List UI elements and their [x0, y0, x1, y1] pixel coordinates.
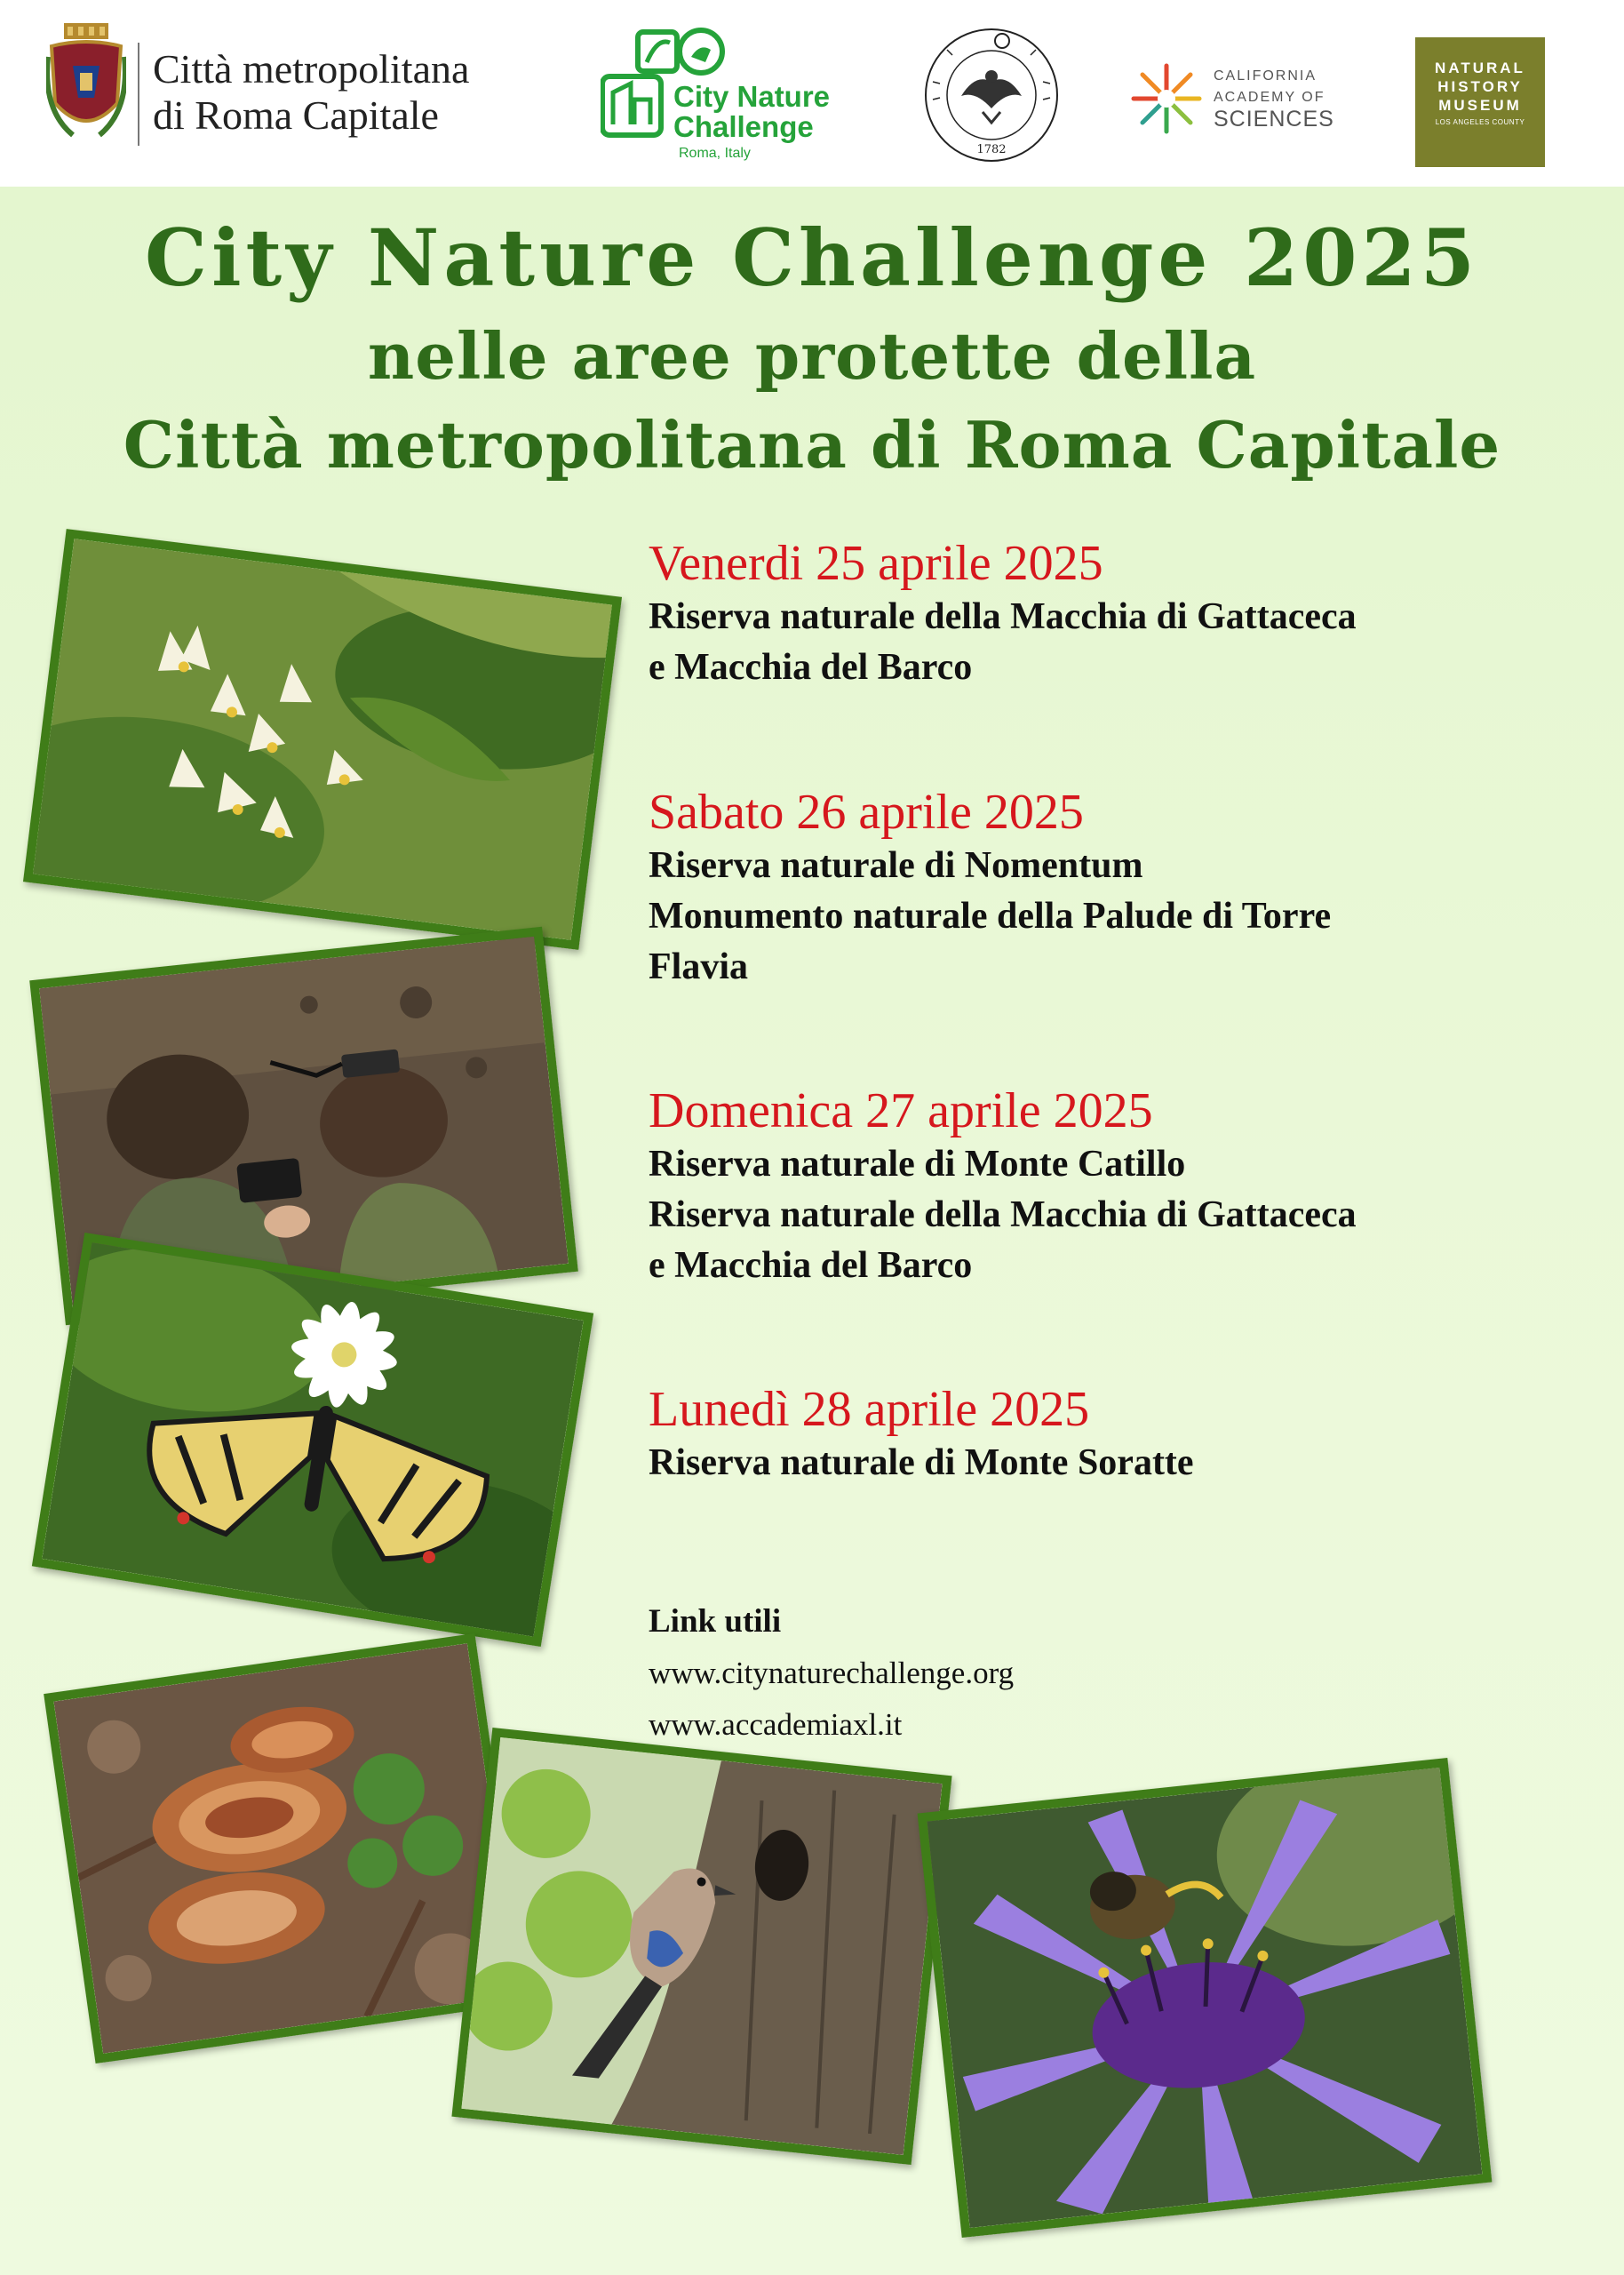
photo-fungus	[44, 1633, 527, 2063]
photo-bee-flower	[918, 1758, 1493, 2238]
seal-year: 1782	[976, 143, 1007, 156]
event-place: Riserva naturale della Macchia di Gattaceca	[649, 596, 1357, 637]
cm-line-1: Città metropolitana	[153, 46, 470, 92]
cnc-logo-text	[673, 82, 830, 142]
event-monday	[649, 1381, 1590, 1489]
poster-title: City Nature Challenge 2025	[145, 212, 1479, 304]
event-date: Domenica 27 aprile 2025	[649, 1083, 1153, 1138]
event-place: e Macchia del Barco	[649, 1245, 973, 1286]
poster-subtitle-line-2: Città metropolitana di Roma Capitale	[123, 407, 1501, 483]
event-saturday	[649, 784, 1590, 993]
event-date: Lunedì 28 aprile 2025	[649, 1382, 1090, 1437]
links-heading: Link utili	[649, 1603, 782, 1640]
link-accademiaxl[interactable]: www.accademiaxl.it	[649, 1707, 903, 1742]
header-divider	[138, 43, 139, 146]
cas-line-3: SCIENCES	[1214, 107, 1334, 132]
event-place: Monumento naturale della Palude di Torre	[649, 896, 1332, 937]
event-date: Venerdi 25 aprile 2025	[649, 536, 1103, 591]
nhm-line-2: HISTORY	[1437, 78, 1523, 95]
cnc-location: Roma, Italy	[679, 146, 751, 161]
event-sunday	[649, 1082, 1590, 1291]
citta-metropolitana-logo	[153, 46, 469, 139]
useful-links	[649, 1596, 1014, 1751]
natural-history-museum-logo	[1415, 37, 1545, 167]
california-academy-logo-icon	[1128, 60, 1205, 137]
event-place: Flavia	[649, 946, 748, 987]
event-friday	[649, 535, 1590, 693]
photo-jay-bird	[451, 1728, 951, 2165]
california-academy-logo-text	[1214, 66, 1334, 130]
cnc-line-1: City Nature	[673, 80, 831, 113]
cm-line-2: di Roma Capitale	[153, 92, 439, 138]
event-place: e Macchia del Barco	[649, 647, 973, 688]
nhm-line-1: NATURAL	[1435, 60, 1525, 76]
roma-crest-icon	[46, 21, 126, 144]
logo-header	[0, 0, 1624, 187]
event-place: Riserva naturale di Nomentum	[649, 845, 1143, 886]
event-place: Riserva naturale di Monte Soratte	[649, 1442, 1194, 1483]
poster-subtitle-line-1: nelle aree protette della	[367, 318, 1257, 394]
accademia-seal-icon	[920, 20, 1063, 171]
cnc-line-2: Challenge	[673, 110, 814, 143]
event-place: Riserva naturale della Macchia di Gattaceca	[649, 1194, 1357, 1235]
nhm-line-3: MUSEUM	[1438, 97, 1522, 114]
cas-line-2: ACADEMY OF	[1214, 90, 1325, 105]
cas-line-1: CALIFORNIA	[1214, 68, 1318, 84]
event-place: Riserva naturale di Monte Catillo	[649, 1144, 1186, 1185]
event-date: Sabato 26 aprile 2025	[649, 785, 1084, 840]
nhm-line-4: LOS ANGELES COUNTY	[1435, 118, 1525, 126]
photo-white-flowers	[23, 529, 622, 950]
link-citynaturechallenge[interactable]: www.citynaturechallenge.org	[649, 1656, 1015, 1690]
